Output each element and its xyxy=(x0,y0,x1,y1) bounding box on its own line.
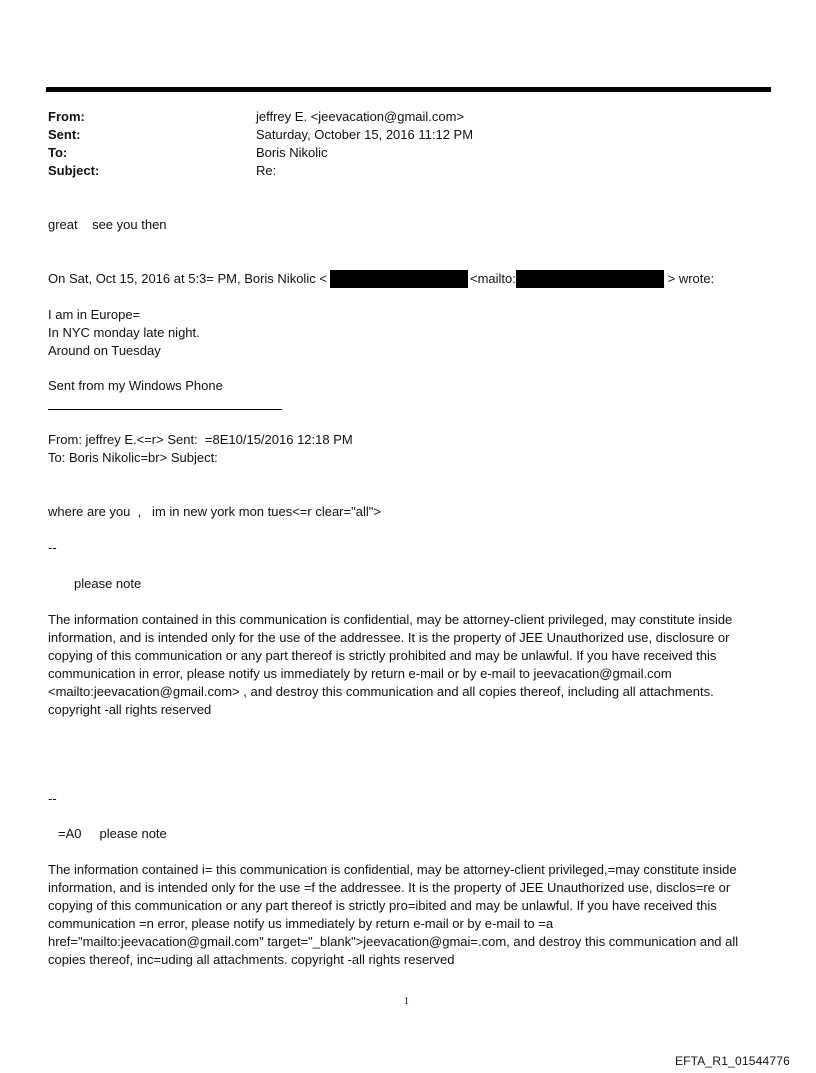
sent-value: Saturday, October 15, 2016 11:12 PM xyxy=(256,127,474,142)
to-label: To: xyxy=(48,145,68,160)
redaction-block xyxy=(516,270,664,288)
separator: -- xyxy=(48,791,57,806)
disclaimer-paragraph: The information contained i= this communication is confidential, may be attorney-client privileged,=may constitute inside information, and is intended only for the use =f the addressee. It is the property of JEE Unauthorized use, disclos=re or copying of this communication or any part thereof is strictly pro=ibited and may be unlawful. If you have received this communication =n error, please notify us immediately by return e-mail or by e-mail to =a href="mailto:jeevacation@gmail.com" target="_blank">jeevacation@gmai=.com, and destroy this communication and all copies thereof, inc=uding all attachments. copyright -all rights reserved xyxy=(48,862,739,967)
from-value: jeffrey E. <jeevacation@gmail.com> xyxy=(256,109,465,124)
bates-number: EFTA_R1_01544776 xyxy=(674,1054,790,1068)
original-message: where are you , im in new york mon tues<=r clear="all"> xyxy=(48,504,381,519)
from-label: From: xyxy=(48,109,85,124)
subject-label: Subject: xyxy=(48,163,100,178)
reply-text: great see you then xyxy=(48,217,167,232)
original-header-line: From: jeffrey E.<=r> Sent: =8E10/15/2016 12:18 PM xyxy=(48,432,353,447)
top-rule xyxy=(46,87,771,92)
quote-intro-end: > wrote: xyxy=(664,271,715,286)
subject-value: Re: xyxy=(256,163,277,178)
original-header-line: To: Boris Nikolic=br> Subject: xyxy=(48,450,218,465)
quoted-line: I am in Europe= xyxy=(48,307,141,322)
quoted-line: Around on Tuesday xyxy=(48,343,161,358)
page-number: 1 xyxy=(404,996,409,1007)
separator: -- xyxy=(48,540,57,555)
disclaimer-paragraph: The information contained in this communication is confidential, may be attorney-client privileged, may constitute inside information, and is intended only for the use of the addressee. It is the property of JEE Unauthorized use, disclosure or copying of this communication or any part thereof is strictly prohibited and may be unlawful. If you have received this communication in error, please notify us immediately by return e-mail or by e-mail to jeevacation@gmail.com <mailto:jeevacation@gmail.com> , and destroy this communication and all copies thereof, including all attachments. copyright -all rights reserved xyxy=(48,612,733,717)
quote-intro-start: On Sat, Oct 15, 2016 at 5:3= PM, Boris Nikolic < xyxy=(48,271,327,286)
please-note: please note xyxy=(74,576,142,591)
quote-intro-mailto: <mailto: xyxy=(470,271,516,286)
signature: Sent from my Windows Phone xyxy=(48,378,223,393)
quoted-line: In NYC monday late night. xyxy=(48,325,200,340)
sent-label: Sent: xyxy=(48,127,81,142)
to-value: Boris Nikolic xyxy=(256,145,328,160)
please-note: =A0 please note xyxy=(58,826,167,841)
signature-divider xyxy=(48,409,282,410)
redaction-block xyxy=(330,270,468,288)
